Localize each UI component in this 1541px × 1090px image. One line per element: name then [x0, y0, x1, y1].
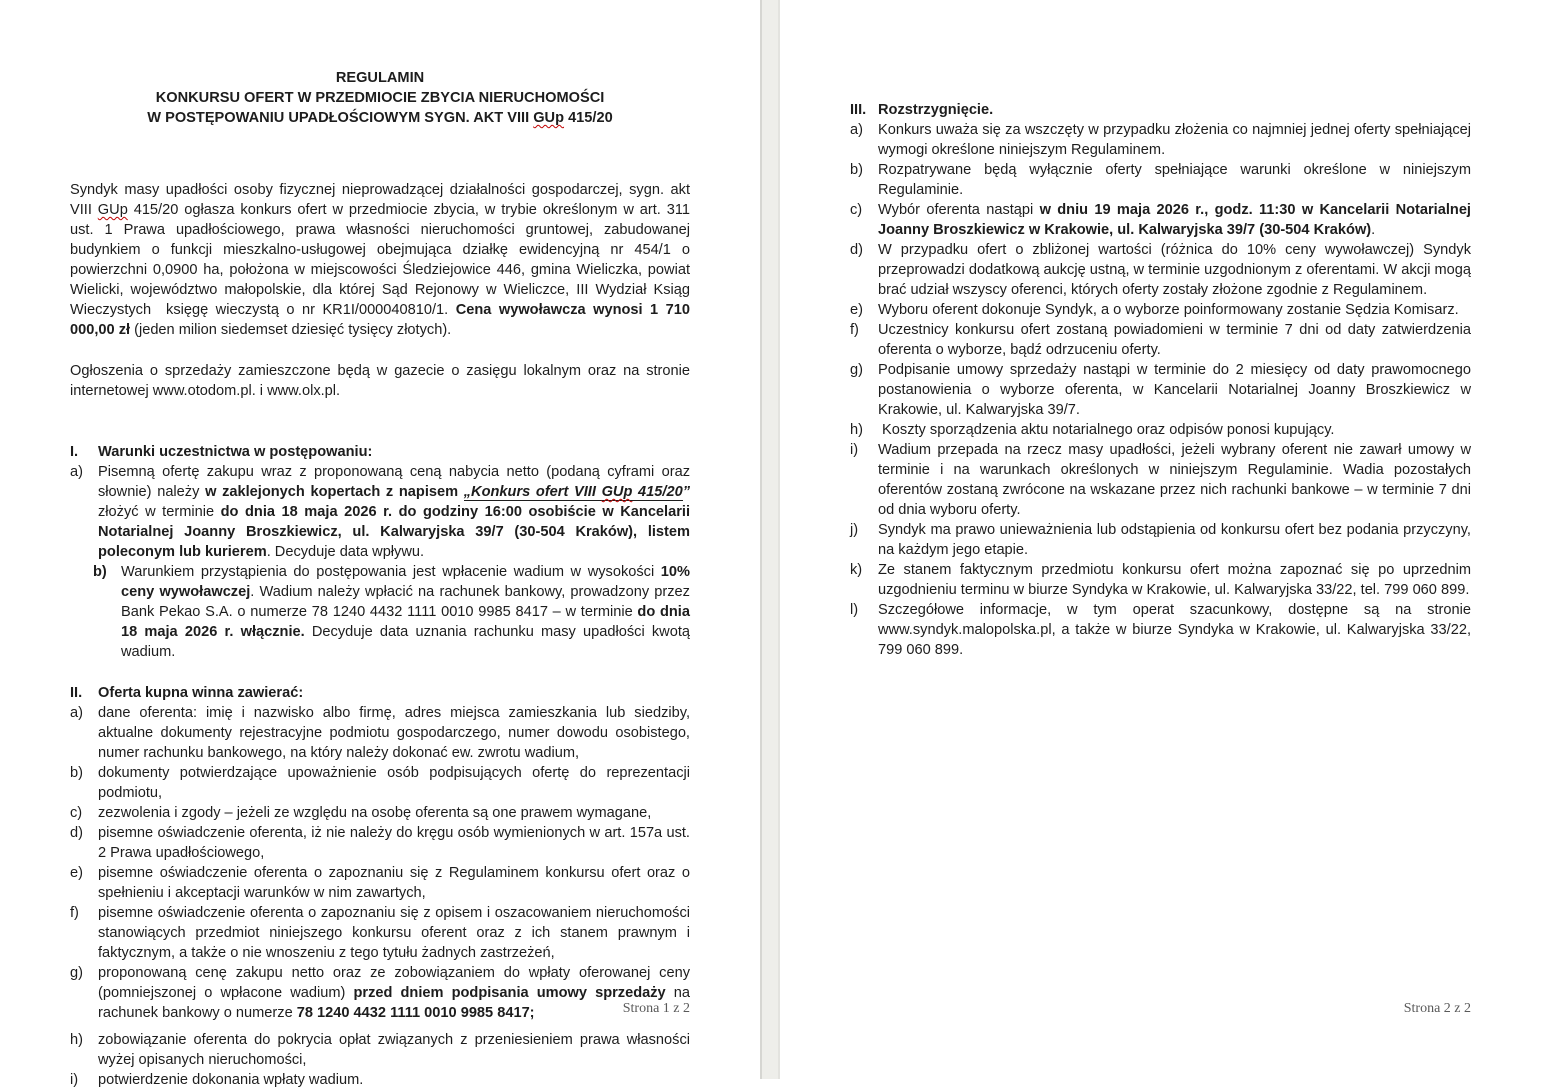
misspelled-text-run: GUp: [97, 202, 128, 218]
text-run: pisemne oświadczenie oferenta, iż nie należy do kręgu osób wymienionych w art. 157a ust. 2 Prawa upadłościowego,: [98, 825, 690, 861]
text-run: Cena wywoławcza wynosi 1 710 000,00 zł: [70, 302, 690, 338]
item-marker: c): [850, 202, 863, 218]
list-item: [70, 703, 690, 763]
text-run: potwierdzenie dokonania wpłaty wadium.: [98, 1072, 364, 1088]
text-run: . Decyduje data wpływu.: [266, 544, 425, 560]
text-run: przed dniem podpisania umowy sprzedaży: [353, 985, 666, 1001]
item-marker: e): [70, 865, 83, 881]
text-run: 415/20: [632, 484, 683, 500]
item-marker: f): [70, 905, 79, 921]
item-marker: g): [850, 362, 863, 378]
list-item: [850, 560, 1471, 600]
item-marker: j): [850, 522, 859, 538]
text-run: 415/20: [564, 110, 613, 126]
text-run: Warunki uczestnictwa w postępowaniu:: [98, 444, 373, 460]
text-run: ”: [682, 484, 690, 500]
item-marker: h): [70, 1032, 83, 1048]
text-run: w dniu 19 maja 2026 r., godz. 11:30 w Kancelarii Notarialnej Joanny Broszkiewicz w Krakowie, ul. Kalwaryjska 39/7 (30-504 Kraków): [878, 202, 1471, 238]
text-run: Warunkiem przystąpienia do postępowania jest wpłacenie wadium w wysokości: [121, 564, 661, 580]
list-item: [93, 562, 690, 662]
item-marker: h): [850, 422, 863, 438]
item-marker: f): [850, 322, 859, 338]
misspelled-text-run: GUp: [601, 484, 633, 500]
text-run: Uczestnicy konkursu ofert zostaną powiadomieni w terminie 7 dni od daty zatwierdzenia oferenta o wyborze, bądź odrzuceniu oferty.: [878, 322, 1471, 358]
page-2-text-body: [780, 0, 1541, 660]
item-marker: i): [70, 1072, 79, 1088]
item-marker: l): [850, 602, 859, 618]
section-heading: [70, 683, 690, 703]
list-item: [850, 300, 1471, 320]
text-run: „Konkurs ofert VIII: [463, 484, 602, 500]
text-run: w zaklejonych kopertach z napisem: [205, 484, 464, 500]
list-item: [850, 160, 1471, 200]
doc-title-line: [70, 68, 690, 88]
text-run: Rozstrzygnięcie.: [878, 102, 994, 118]
section-heading: [850, 100, 1471, 120]
list-item: [70, 863, 690, 903]
list-item: [850, 360, 1471, 420]
text-run: . Wadium należy wpłacić na rachunek bankowy, prowadzony przez Bank Pekao S.A. o numerze 78 1240 4432 1111 0010 9985 8417 – w terminie: [121, 584, 690, 620]
list-item: [850, 520, 1471, 560]
list-item: [70, 1070, 690, 1090]
text-run: Decyduje data uznania rachunku masy upadłości kwotą wadium.: [121, 624, 690, 660]
text-run: proponowaną cenę zakupu netto oraz ze zobowiązaniem do wpłaty oferowanej ceny (pomniejszonej o wpłacone wadium): [98, 965, 690, 1001]
list-item: [70, 1030, 690, 1070]
text-run: Wybór oferenta nastąpi: [878, 202, 1040, 218]
item-marker: a): [850, 122, 863, 138]
text-run: pisemne oświadczenie oferenta o zapoznaniu się z opisem i oszacowaniem nieruchomości stanowiących przedmiot niniejszego konkursu oferent oraz z ich stanem prawnym i faktycznym, a także o nie wnoszeniu z tego tytułu żadnych zastrzeżeń,: [98, 905, 690, 961]
doc-title-line: [70, 108, 690, 128]
item-marker: i): [850, 442, 859, 458]
text-run: Podpisanie umowy sprzedaży nastąpi w terminie do 2 miesięcy od daty prawomocnego postanowienia o wyborze oferenta, w Kancelarii Notarialnej Joanny Broszkiewicz w Krakowie, ul. Kalwaryjska 39/7.: [878, 362, 1471, 418]
list-item: [850, 120, 1471, 160]
item-marker: II.: [70, 685, 83, 701]
page-1-text-body: [0, 0, 760, 1090]
item-marker: a): [70, 464, 83, 480]
text-run: złożyć w terminie: [98, 504, 221, 520]
document-page-1: [0, 0, 760, 1088]
text-run: Oferta kupna winna zawierać:: [98, 685, 304, 701]
item-marker: g): [70, 965, 83, 981]
paragraph: [70, 361, 690, 401]
text-run: dane oferenta: imię i nazwisko albo firmę, adres miejsca zamieszkania lub siedziby, aktualne dokumenty rejestracyjne podmiotu gospodarczego, numer dowodu osobistego, numer rachunku bankowego, na który należy dokonać ew. zwrotu wadium,: [98, 705, 690, 761]
item-marker: d): [70, 825, 83, 841]
list-item: [850, 240, 1471, 300]
text-run: zezwolenia i zgody – jeżeli ze względu na osobę oferenta są one prawem wymagane,: [98, 805, 652, 821]
text-run: Syndyk masy upadłości osoby fizycznej nieprowadzącej działalności gospodarczej, sygn. akt VIII: [70, 182, 690, 218]
misspelled-text-run: GUp: [533, 110, 565, 126]
item-marker: III.: [850, 102, 867, 118]
text-run: Rozpatrywane będą wyłącznie oferty spełniające warunki określone w niniejszym Regulaminie.: [878, 162, 1471, 198]
list-item: [850, 440, 1471, 520]
text-run: W przypadku ofert o zbliżonej wartości (różnica do 10% ceny wywoławczej) Syndyk przeprowadzi dodatkową aukcję ustną, w terminie uzgodnionym z oferentami. W akcji mogą brać udział wszyscy oferenci, których oferty zostały złożone zgodnie z Regulaminem.: [878, 242, 1471, 298]
text-run: Syndyk ma prawo unieważnienia lub odstąpienia od konkursu ofert bez podania przyczyny, na każdym jego etapie.: [878, 522, 1471, 558]
list-item: [70, 803, 690, 823]
text-run: Szczegółowe informacje, w tym operat szacunkowy, dostępne są na stronie www.syndyk.malopolska.pl, a także w biurze Syndyka w Krakowie, ul. Kalwaryjska 33/22, 799 060 899.: [878, 602, 1471, 658]
text-run: Konkurs uważa się za wszczęty w przypadku złożenia co najmniej jednej oferty spełniającej wymogi określone niniejszym Regulaminem.: [878, 122, 1471, 158]
text-run: (jeden milion siedemset dziesięć tysięcy złotych).: [130, 322, 452, 338]
text-run: 415/20 ogłasza konkurs ofert w przedmiocie zbycia, w trybie określonym w art. 311 ust. 1 Prawa upadłościowego, prawa własności nieruchomości gruntowej, zabudowanej budynkiem o funkcji mieszkalno-usługowej obejmująca działkę ewidencyjną nr 454/1 o powierzchni 0,0900 ha, położona w miejscowości Śledziejowice 446, gmina Wieliczka, powiat Wielicki, województwo małopolskie, dla której Sąd Rejonowy w Wieliczce, III Wydział Ksiąg Wieczystych księgę wieczystą o nr KR1I/000040810/1.: [70, 202, 690, 318]
text-run: pisemne oświadczenie oferenta o zapoznaniu się z Regulaminem konkursu ofert oraz o spełnieniu i akceptacji warunków w nim zawartych,: [98, 865, 690, 901]
text-run: do dnia 18 maja 2026 r. włącznie.: [121, 604, 690, 640]
text-run: Wadium przepada na rzecz masy upadłości, jeżeli wybrany oferent nie zawarł umowy w terminie i na warunkach określonych w niniejszym Regulaminie. Wadia pozostałych oferentów zostaną zwrócone na wskazane przez nich rachunki bankowe – w terminie 7 dni od dnia wyboru oferty.: [878, 442, 1471, 518]
section-heading: [70, 442, 690, 462]
text-run: 10% ceny wywoławczej: [121, 564, 690, 600]
item-marker: a): [70, 705, 83, 721]
item-marker: k): [850, 562, 863, 578]
text-run: dokumenty potwierdzające upoważnienie osób podpisujących ofertę do reprezentacji podmiotu,: [98, 765, 690, 801]
document-page-2: [780, 0, 1541, 1079]
list-item: [70, 903, 690, 963]
text-run: REGULAMIN: [335, 70, 425, 86]
item-marker: I.: [70, 444, 79, 460]
text-run: do dnia 18 maja 2026 r. do godziny 16:00 osobiście w Kancelarii Notarialnej Joanny Broszkiewicz, ul. Kalwaryjska 39/7 (30-504 Kraków), listem poleconym lub kurierem: [98, 504, 691, 560]
list-item: [850, 320, 1471, 360]
text-run: KONKURSU OFERT W PRZEDMIOCIE ZBYCIA NIERUCHOMOŚCI: [155, 90, 605, 106]
doc-title-line: [70, 88, 690, 108]
text-run: W POSTĘPOWANIU UPADŁOŚCIOWYM SYGN. AKT VIII: [147, 110, 534, 126]
item-marker: b): [93, 564, 107, 580]
item-marker: d): [850, 242, 863, 258]
list-item: [850, 420, 1471, 440]
text-run: Koszty sporządzenia aktu notarialnego oraz odpisów ponosi kupujący.: [878, 422, 1335, 438]
text-run: na rachunek bankowy o numerze: [98, 985, 690, 1021]
text-run: Ze stanem faktycznym przedmiotu konkursu ofert można zapoznać się po uprzednim uzgodnieniu terminu w biurze Syndyka w Krakowie, ul. Kalwaryjska 33/22, tel. 799 060 899.: [878, 562, 1471, 598]
item-marker: b): [850, 162, 863, 178]
item-marker: e): [850, 302, 863, 318]
text-run: .: [1371, 222, 1376, 238]
text-run: Pisemną ofertę zakupu wraz z proponowaną ceną nabycia netto (podaną cyframi oraz słownie) należy: [98, 464, 690, 500]
text-run: zobowiązanie oferenta do pokrycia opłat związanych z przeniesieniem prawa własności wyżej opisanych nieruchomości,: [98, 1032, 690, 1068]
list-item: [70, 462, 690, 562]
text-run: 78 1240 4432 1111 0010 9985 8417;: [296, 1005, 535, 1021]
paragraph: [70, 180, 690, 340]
text-run: Ogłoszenia o sprzedaży zamieszczone będą w gazecie o zasięgu lokalnym oraz na stronie internetowej www.otodom.pl. i www.olx.pl.: [70, 363, 690, 399]
list-item: [850, 200, 1471, 240]
list-item: [850, 600, 1471, 660]
page-gap-divider: [760, 0, 780, 1079]
page-number-footer: Strona 1 z 2: [622, 1001, 690, 1016]
page-number-footer: Strona 2 z 2: [1403, 1001, 1471, 1016]
item-marker: b): [70, 765, 83, 781]
item-marker: c): [70, 805, 83, 821]
list-item: [70, 963, 690, 1023]
list-item: [70, 823, 690, 863]
list-item: [70, 763, 690, 803]
text-run: Wyboru oferent dokonuje Syndyk, a o wyborze poinformowany zostanie Sędzia Komisarz.: [878, 302, 1459, 318]
